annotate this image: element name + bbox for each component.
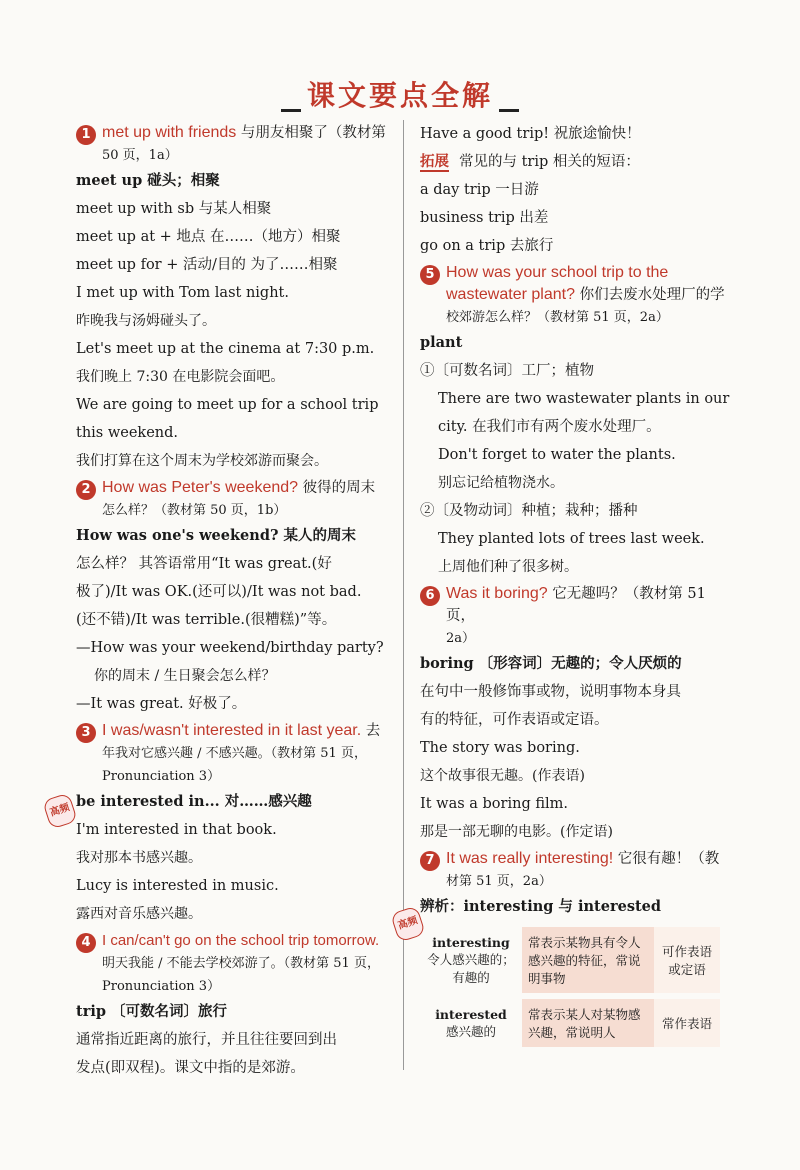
right-column: Have a good trip! 祝旅途愉快！ 拓展 常见的与 trip 相关的短语： a day trip 一日游 business trip 出差 go on a trip 去旅行 5 How was your school trip to the wastewater plant? 你们去废水处理厂的学 校郊游怎么样？（教材第 51 页，2a） plant ①〔可数名词〕工厂；植物 There are two wastewater plants in our city. 在我们市有两个废水处理厂。 Don't forget to water the plants. 别忘记给植物浇水。 ②〔及物动词〕种植；栽种；播种 They planted lots of trees last week. 上周他们种了很多树。 6 Was it boring? 它无趣吗？（教材第 51 页， 2a） boring 〔形容词〕无趣的；令人厌烦的 在句中一般修饰事或物，说明事物本身具 有的特征，可作表语或定语。 The story was boring. 这个故事很无趣。(作表语) It was a boring film. 那是一部无聊的电影。(作定语) 7 It was really interesting! 它很有趣！（教 材第 51 页，2a） 高频 辨析：interesting 与 interested interesting 令人感兴趣的；有趣的 常表示某物具有令人感兴趣的特征，常说明事物 可作表语或定语 interested 感兴趣的 常表示某人对某物感兴趣，常说明人 常作表语 (420, 120, 732, 1047)
table-row: interested 感兴趣的 常表示某人对某物感兴趣，常说明人 常作表语 (420, 996, 720, 1047)
section-5-heading: 5 How was your school trip to the wastewater plant? 你们去废水处理厂的学 校郊游怎么样？（教材第 51 页，2a） (420, 262, 732, 329)
section-number: 3 (76, 723, 96, 743)
left-column: 1 met up with friends 与朋友相聚了（教材第 50 页，1a） meet up 碰头；相聚 meet up with sb 与某人相聚 meet up at + 地点 在……（地方）相聚 meet up for + 活动/目的 为了……相聚 I met up with Tom last night. 昨晚我与汤姆碰头了。 Let's meet up at the cinema at 7:30 p.m. 我们晚上 7:30 在电影院会面吧。 We are going to meet up for a school trip this weekend. 我们打算在这个周末为学校郊游而聚会。 2 How was Peter's weekend? 彼得的周末 怎么样？（教材第 50 页，1b） How was one's weekend? 某人的周末 怎么样？ 其答语常用“It was great.(好 极了)/It was OK.(还可以)/It was not bad. (还不错)/It was terrible.(很糟糕)”等。 —How was your weekend/birthday party? 你的周末 / 生日聚会怎么样？ —It was great. 好极了。 3 I was/wasn't interested in it last year. 去 年我对它感兴趣 / 不感兴趣。（教材第 51 页， Pronunciation 3） 高频 be interested in... 对……感兴趣 I'm interested in that book. 我对那本书感兴趣。 Lucy is interested in music. 露西对音乐感兴趣。 4 I can/can't go on the school trip tomorrow. 明天我能 / 不能去学校郊游了。（教材第 51 页， Pronunciation 3） trip 〔可数名词〕旅行 通常指近距离的旅行，并且往往要回到出 发点(即双程)。课文中指的是郊游。 (76, 120, 394, 1082)
section-6-heading: 6 Was it boring? 它无趣吗？（教材第 51 页， 2a） (420, 583, 732, 650)
section-2-heading: 2 How was Peter's weekend? 彼得的周末 怎么样？（教材第 50 页，1b） (76, 477, 394, 522)
section-title: met up with friends (102, 124, 237, 141)
section-4-heading: 4 I can/can't go on the school trip tomorrow. 明天我能 / 不能去学校郊游了。（教材第 51 页， Pronunciation 3） (76, 930, 394, 998)
comparison-table (420, 927, 720, 1047)
section-number: 6 (420, 586, 440, 606)
table-row: interesting 令人感兴趣的；有趣的 常表示某物具有令人感兴趣的特征，常说明事物 可作表语或定语 (420, 927, 720, 996)
phrase-line: meet up 碰头；相聚 (76, 172, 220, 189)
section-7-heading: 7 It was really interesting! 它很有趣！（教 材第 51 页，2a） (420, 848, 732, 893)
section-title: I can/can't go on the school trip tomorrow. (102, 932, 380, 949)
section-title: How was your school trip to the (446, 264, 669, 281)
example-cn: 昨晚我与汤姆碰头了。 (76, 313, 216, 329)
section-title: It was really interesting! (446, 850, 614, 867)
extension-tag: 拓展 (420, 153, 449, 170)
high-frequency-badge: 高频 (42, 792, 78, 829)
section-number: 1 (76, 125, 96, 145)
section-title: Was it boring? (446, 585, 548, 602)
high-frequency-badge: 高频 (390, 905, 426, 942)
section-title: How was Peter's weekend? (102, 479, 299, 496)
section-number: 2 (76, 480, 96, 500)
section-number: 5 (420, 265, 440, 285)
section-3-heading: 3 I was/wasn't interested in it last year. 去 年我对它感兴趣 / 不感兴趣。（教材第 51 页， Pronunciation 3） (76, 720, 394, 788)
analysis-heading: 辨析：interesting 与 interested (420, 898, 662, 915)
section-number: 7 (420, 851, 440, 871)
page-title-wrap (0, 74, 800, 114)
section-number: 4 (76, 933, 96, 953)
page-title: 课文要点全解 (281, 74, 519, 114)
example-en: I met up with Tom last night. (76, 285, 289, 301)
section-1-heading: 1 met up with friends 与朋友相聚了（教材第 50 页，1a） (76, 122, 394, 167)
section-title: I was/wasn't interested in it last year. (102, 722, 362, 739)
